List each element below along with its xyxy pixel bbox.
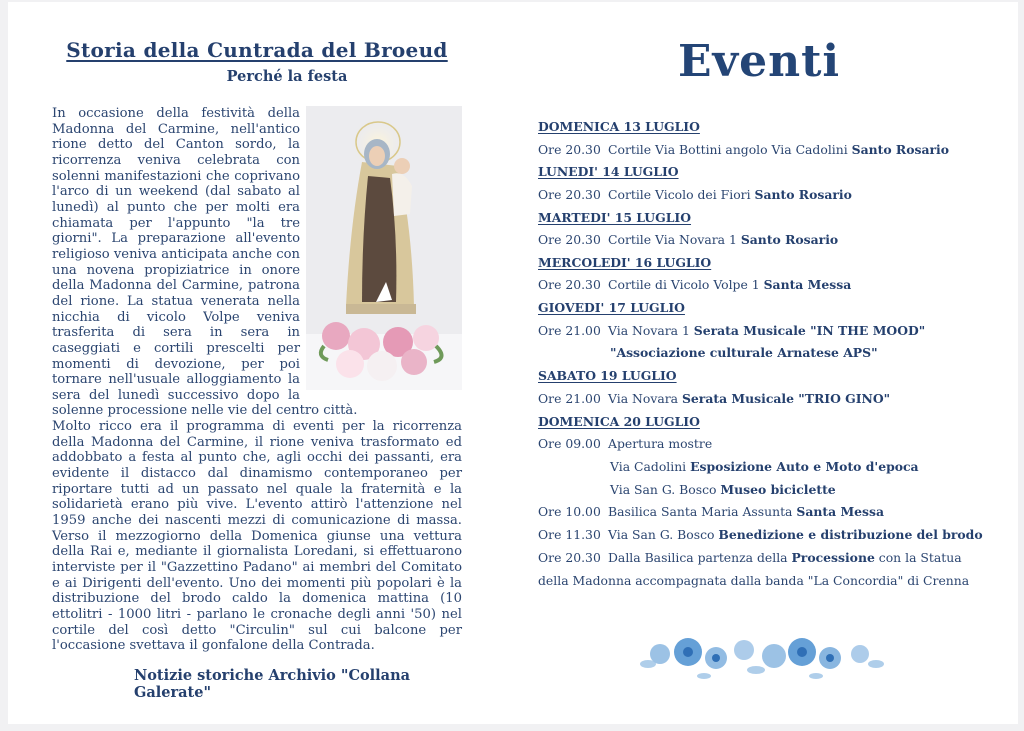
event-title: Processione [791, 550, 875, 566]
event-day-heading: DOMENICA 13 LUGLIO [538, 119, 700, 134]
event-closing-line: della Madonna accompagnata dalla banda "La Concordia" di Crenna [538, 572, 970, 588]
history-body [52, 106, 462, 654]
event-time: Ore 21.00 [538, 390, 601, 406]
event-description [608, 142, 949, 157]
event-time: Ore 20.30 [538, 186, 601, 202]
event-title: Santo Rosario [740, 232, 839, 248]
event-location: Cortile Via Novara 1 [608, 232, 741, 248]
event-description [610, 459, 919, 474]
event-time: Ore 20.30 [538, 277, 601, 293]
history-paragraph-2: Molto ricco era il programma di eventi per la ricorrenza della Madonna del Carmine, il rione veniva trasformato ed addobbato a festa al punto che, agli occhi dei passanti, era evidente il distacco dal dinamismo contemporaneo per riportare tutti ad un passato nel quale la fraternità e la solidarietà erano più vive. L'evento attirò l'attenzione nel 1959 anche dei nascenti mezzi di comunicazione di massa. Verso il mezzogiorno della Domenica giunse una vettura della Rai e, mediante il giornalista Loredani, si effettuarono interviste per il "Gazzettino Padano" ai membri del Comitato e ai Dirigenti dell'evento. Uno dei momenti più popolari è la distribuzione del brodo caldo la domenica mattina (10 ettolitri - 1000 litri - parlano le cronache degli anni '50) nel cortile del così detto "Circulin" sul cui balcone per l'occasione svettava il gonfalone della Contrada. [52, 419, 462, 654]
event-row [538, 274, 988, 297]
event-row [538, 342, 988, 365]
history-column [52, 38, 462, 701]
event-title: Santo Rosario [754, 186, 852, 202]
event-location: Via San G. Bosco [608, 527, 719, 543]
event-day-heading: DOMENICA 20 LUGLIO [538, 413, 700, 429]
event-description [608, 187, 852, 202]
event-row [538, 479, 988, 502]
event-row [538, 184, 988, 207]
event-day-heading: SABATO 19 LUGLIO [538, 368, 677, 384]
event-title: Museo biciclette [720, 481, 836, 497]
event-row [538, 501, 988, 524]
event-description [608, 527, 983, 542]
history-paragraph-1: In occasione della festività della Madonna del Carmine, nell'antico rione detto del Canton sordo, la ricorrenza veniva celebrata con solenni manifestazioni che coprivano l'arco di un weekend (dal sabato al lunedì) al punto che per molti era chiamata per l'appunto "la tre giorni". La preparazione all'evento religioso veniva anticipata anche con una novena propiziatrice in onore della Madonna del Carmine, patrona del rione. La statua venerata nella nicchia di vicolo Volpe veniva trasferita di sera in sera in caseggiati e cortili prescelti per momenti di devozione, per poi tornare nell'usuale alloggiamento la sera del lunedì successivo dopo la solenne processione nelle vie del centro città. [52, 106, 358, 419]
madonna-statue-photo [306, 106, 462, 390]
flower-garland-icon [638, 624, 886, 690]
event-title: Esposizione Auto e Moto d'epoca [690, 458, 919, 474]
event-row [538, 388, 988, 411]
event-location: Cortile Vicolo dei Fiori [608, 186, 755, 202]
event-title: Santo Rosario [851, 141, 949, 157]
event-description [608, 550, 962, 565]
event-description [608, 504, 884, 519]
event-time: Ore 10.00 [538, 504, 601, 520]
event-location: Cortile Via Bottini angolo Via Cadolini [608, 141, 852, 157]
event-location: Via Novara 1 [608, 322, 694, 338]
event-time: Ore 21.00 [538, 322, 601, 338]
event-description [610, 345, 878, 360]
event-description [608, 232, 838, 247]
event-description [608, 277, 851, 292]
event-row [538, 229, 988, 252]
event-row [538, 524, 988, 547]
event-day-heading: MERCOLEDI' 16 LUGLIO [538, 254, 712, 270]
event-description [608, 323, 925, 338]
event-location: Dalla Basilica partenza della [608, 550, 792, 566]
event-location: Cortile di Vicolo Volpe 1 [608, 277, 764, 293]
event-row [538, 547, 988, 570]
history-subtitle: Perché la festa [226, 68, 348, 85]
events-list [538, 116, 988, 593]
event-time: Ore 11.30 [538, 527, 601, 543]
event-title: Benedizione e distribuzione del brodo [718, 527, 983, 543]
event-location: Apertura mostre [608, 436, 713, 452]
events-title: Eventi [678, 36, 841, 87]
history-title: Storia della Cuntrada del Broeud [66, 38, 448, 62]
event-description [610, 482, 836, 497]
history-source-note: Notizie storiche Archivio "Collana Galerate" [134, 667, 411, 701]
event-day-heading: GIOVEDI' 17 LUGLIO [538, 300, 685, 316]
blue-flowers-decoration [638, 624, 886, 690]
event-title: Santa Messa [796, 504, 885, 520]
event-title: "Associazione culturale Arnatese APS" [610, 345, 878, 361]
event-location: Via Novara [608, 390, 682, 406]
event-description [608, 391, 890, 406]
event-row [538, 456, 988, 479]
event-day-heading: MARTEDI' 15 LUGLIO [538, 209, 692, 225]
event-day-heading: LUNEDI' 14 LUGLIO [538, 164, 679, 180]
event-location: Basilica Santa Maria Assunta [608, 504, 797, 520]
event-title: Serata Musicale "TRIO GINO" [681, 390, 891, 406]
event-title-suffix: con la Statua [874, 550, 962, 566]
event-time: Ore 20.30 [538, 141, 601, 157]
event-time: Ore 20.30 [538, 232, 601, 248]
event-title: Serata Musicale "IN THE MOOD" [693, 322, 926, 338]
event-location: Via Cadolini [610, 458, 691, 474]
event-time: Ore 09.00 [538, 436, 601, 452]
event-time: Ore 20.30 [538, 550, 601, 566]
event-title: Santa Messa [763, 277, 852, 293]
event-row [538, 139, 988, 162]
event-description [608, 436, 712, 451]
madonna-illustration [306, 106, 462, 390]
event-location: Via San G. Bosco [610, 481, 721, 497]
event-row [538, 320, 988, 343]
event-row [538, 433, 988, 456]
